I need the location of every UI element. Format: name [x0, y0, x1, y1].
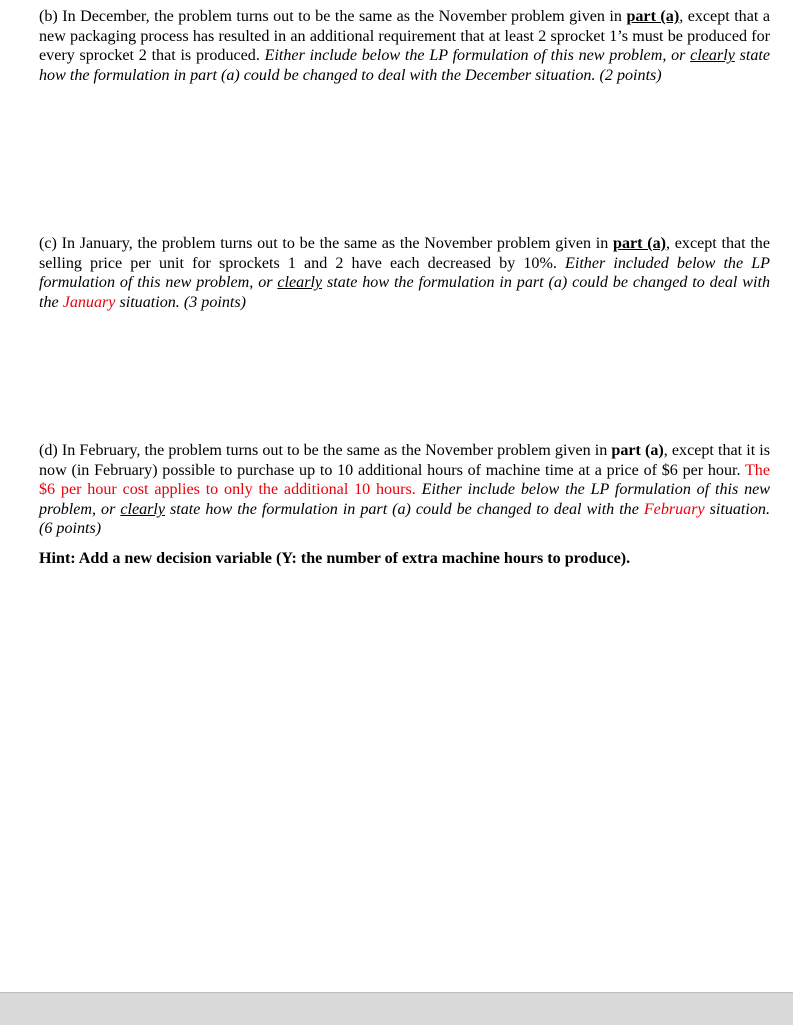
part-b-paragraph — [39, 7, 770, 85]
part-c-body: , except that the selling price per unit for sprockets 1 and 2 have each decreased by 10%. — [39, 235, 770, 272]
part-d-clearly: clearly — [120, 500, 166, 518]
hint-text: Hint: Add a new decision variable (Y: the number of extra machine hours to produce). — [39, 550, 631, 567]
part-d-instruction-3: situation. (6 points) — [39, 500, 770, 538]
part-c-clearly: clearly — [277, 274, 323, 292]
part-b-lead: (b) In December, the problem turns out to be the same as the November problem given in — [39, 8, 627, 25]
part-d-lead: (d) In February, the problem turns out to be the same as the November problem given in — [39, 442, 612, 459]
part-c-paragraph — [39, 234, 770, 312]
part-d-red-note: The $6 per hour cost applies to only the additional 10 hours. — [39, 461, 770, 499]
part-b-instruction-2: state how the formulation in part (a) could be changed to deal with the December situation. (2 points) — [39, 47, 771, 84]
part-d-instruction-2: state how the formulation in part (a) could be changed to deal with the — [165, 500, 644, 518]
part-b-body: , except that a new packaging process has resulted in an additional requirement that at least 2 sprocket 1’s must be produced for every sprocket 2 that is produced. — [39, 8, 770, 65]
part-c-instruction-2: state how the formulation in part (a) could be changed to deal with the — [39, 274, 770, 311]
part-c-instruction-3: situation. (3 points) — [115, 293, 246, 311]
part-d-reference: part — [611, 442, 641, 459]
part-b-instruction-1: Either include below the LP formulation of this new problem, or — [264, 47, 691, 65]
part-d-instruction-1: Either include below the LP formulation of this new problem, or — [39, 481, 771, 518]
part-c-instruction-1: Either included below the LP formulation of this new problem, or — [39, 254, 771, 292]
part-c-reference: part (a) — [613, 235, 666, 252]
part-d-paragraph — [39, 441, 770, 539]
bottom-toolbar-strip — [0, 992, 793, 1025]
part-c-month: January — [62, 293, 116, 311]
part-d-body: , except that it is now (in February) possible to purchase up to 10 additional hours of machine time at a price of $6 per hour. — [39, 442, 771, 479]
part-d-reference-paren: (a) — [640, 442, 664, 459]
part-b-clearly: clearly — [690, 47, 735, 65]
part-d-month: February — [643, 500, 705, 518]
part-b-reference: part (a) — [626, 8, 680, 25]
part-c-lead: (c) In January, the problem turns out to be the same as the November problem given in — [39, 235, 613, 252]
